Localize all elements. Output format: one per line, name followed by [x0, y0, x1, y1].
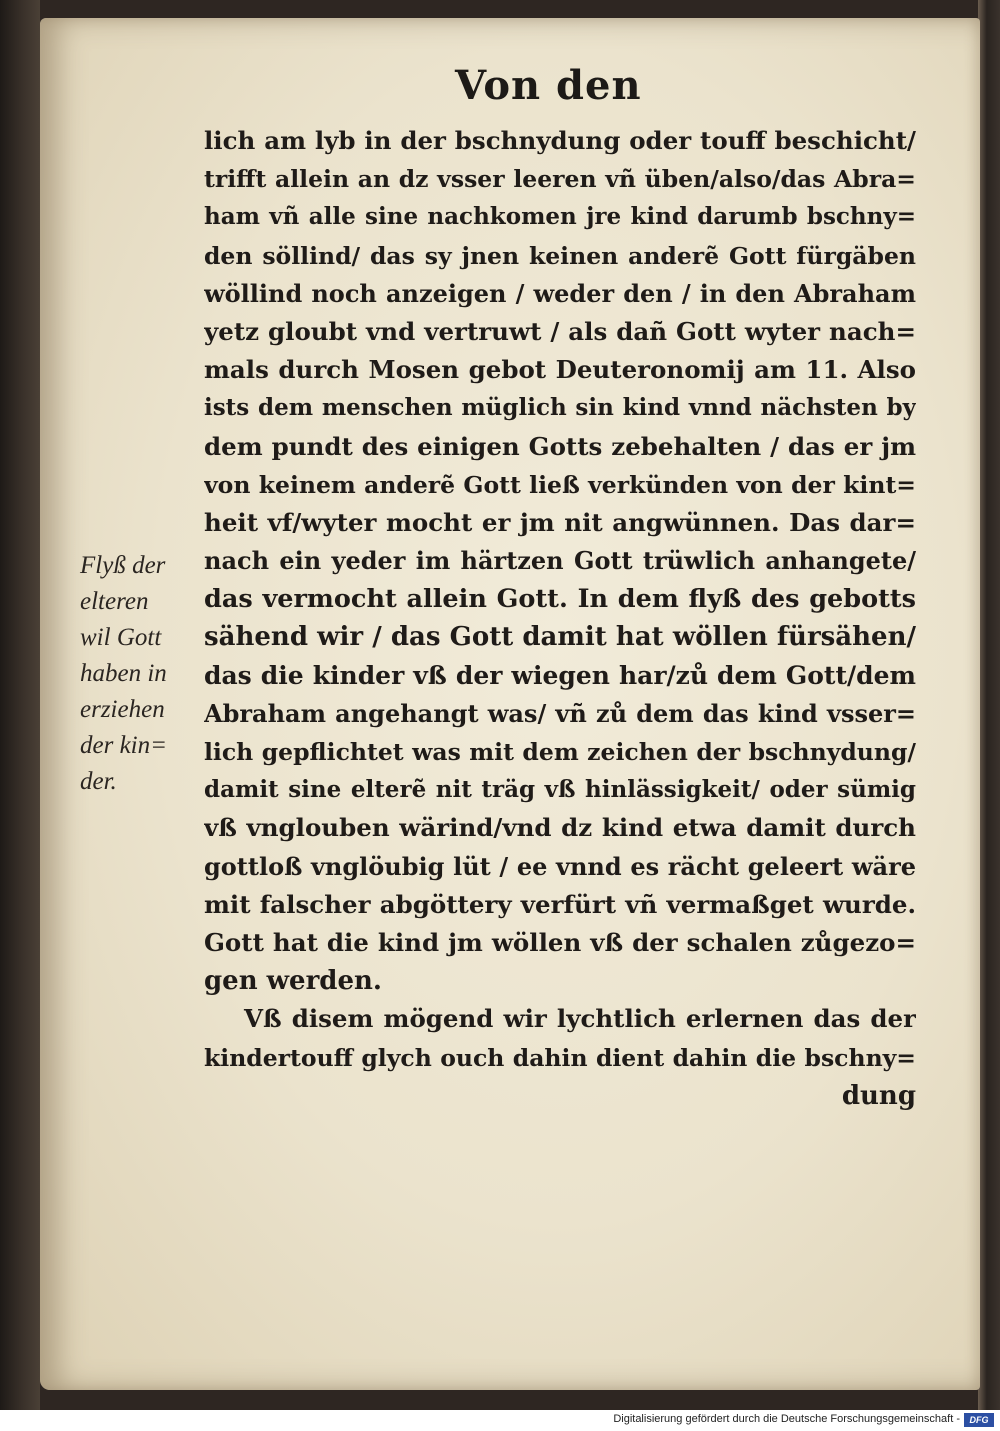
text-line: vß vnglouben wärind/vnd dz kind etwa damit durch — [204, 813, 916, 843]
body-text — [204, 122, 916, 1115]
marginal-note-line: haben in — [80, 660, 167, 687]
text-line: heit vf/wyter mocht er jm nit angwünnen. Das dar= — [204, 507, 916, 537]
text-line: gen werden. — [204, 966, 382, 997]
text-line: Gott hat die kind jm wöllen vß der schalen zůgezo= — [204, 927, 916, 957]
text-line: ists dem menschen müglich sin kind vnnd nächsten by — [204, 394, 916, 422]
text-line: kindertouff glych ouch dahin dient dahin die bschny= — [204, 1043, 916, 1072]
text-line: lich am lyb in der bschnydung oder touff beschicht/ — [204, 126, 916, 155]
text-line: sähend wir / das Gott damit hat wöllen fürsähen/ — [204, 622, 916, 653]
marginal-note-line: der kin= — [80, 732, 167, 759]
show-through-text — [130, 58, 162, 93]
text-line: gottloß vnglöubig lüt / ee vnnd es rächt geleert wäre — [204, 851, 916, 881]
marginal-note-line: erziehen — [80, 696, 165, 723]
marginal-note-line: elteren — [80, 588, 149, 615]
text-line: damit sine elterẽ nit träg vß hinlässigkeit/ oder sümig — [204, 776, 916, 804]
text-line: den söllind/ das sy jnen keinen anderẽ Gott fürgäben — [204, 241, 916, 270]
running-head: Von den — [455, 62, 642, 109]
text-line: das vermocht allein Gott. In dem flyß des gebotts — [204, 584, 916, 615]
text-line: lich gepflichtet was mit dem zeichen der bschnydung/ — [204, 738, 916, 766]
text-line: Vß disem mögend wir lychtlich erlernen das der — [244, 1004, 916, 1034]
text-line: dem pundt des einigen Gotts zebehalten / das er jm — [204, 431, 916, 461]
text-line: Abraham angehangt was/ vñ zů dem das kind vsser= — [204, 698, 916, 728]
marginal-note-line: Flyß der — [80, 552, 166, 579]
marginal-note-line: wil Gott — [80, 624, 162, 651]
text-line: yetz gloubt vnd vertruwt / als dañ Gott wyter nach= — [204, 316, 916, 346]
text-line: wöllind noch anzeigen / weder den / in den Abraham — [204, 278, 916, 308]
text-line: mit falscher abgöttery verfürt vñ vermaßget wurde. — [204, 889, 916, 919]
dfg-logo: DFG — [964, 1413, 994, 1427]
marginal-note-line: der. — [80, 768, 117, 795]
text-line: trifft allein an dz vsser leeren vñ üben/also/das Abra= — [204, 165, 916, 194]
text-line: das die kinder vß der wiegen har/zů dem Gott/dem — [204, 660, 916, 690]
text-line: nach ein yeder im härtzen Gott trüwlich anhangete/ — [204, 546, 916, 576]
footer-bar — [0, 1410, 1000, 1431]
text-line: von keinem anderẽ Gott ließ verkünden von der kint= — [204, 470, 916, 499]
funding-credit: Digitalisierung gefördert durch die Deutsche Forschungsgemeinschaft - — [613, 1413, 960, 1425]
book-spine-edge — [0, 0, 40, 1410]
marginal-note — [80, 548, 190, 800]
text-line: mals durch Mosen gebot Deuteronomij am 11. Also — [204, 355, 916, 385]
text-line: ham vñ alle sine nachkomen jre kind darumb bschny= — [204, 203, 916, 231]
catchword: dung — [841, 1080, 916, 1111]
book-fore-edge — [978, 0, 1000, 1410]
